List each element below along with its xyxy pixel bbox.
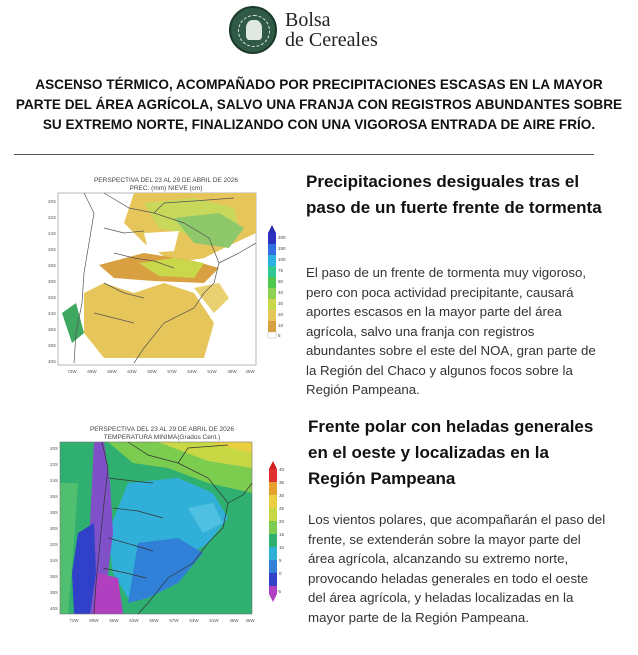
scale-label: 5 bbox=[279, 558, 282, 563]
scale-label: -5 bbox=[277, 589, 282, 594]
scale-label: 150 bbox=[278, 246, 286, 251]
lon-label: 72W bbox=[67, 369, 77, 374]
lat-label: 30S bbox=[49, 526, 58, 531]
brand-name bbox=[285, 10, 378, 50]
lat-label: 36S bbox=[49, 574, 58, 579]
temperature-scale bbox=[269, 461, 285, 602]
lon-label: 45W bbox=[245, 369, 255, 374]
scale-label: 10 bbox=[278, 323, 284, 328]
lat-label: 22S bbox=[47, 215, 56, 220]
lon-label: 60W bbox=[149, 618, 159, 623]
divider bbox=[14, 154, 594, 155]
scale-label: 35 bbox=[279, 480, 285, 485]
scale-label: 30 bbox=[278, 301, 284, 306]
lat-label: 20S bbox=[49, 446, 58, 451]
scale-label: 40 bbox=[279, 467, 285, 472]
lon-label: 63W bbox=[127, 369, 137, 374]
lon-label: 57W bbox=[169, 618, 179, 623]
scale-label: 100 bbox=[278, 257, 286, 262]
lat-label: 38S bbox=[49, 590, 58, 595]
lon-label: 69W bbox=[87, 369, 97, 374]
lon-label: 54W bbox=[187, 369, 197, 374]
map-title-line1: PERSPECTIVA DEL 23 AL 29 DE ABRIL DE 2026 bbox=[89, 426, 235, 433]
brand-logo[interactable] bbox=[229, 6, 378, 54]
lat-label: 30S bbox=[47, 279, 56, 284]
lon-label: 51W bbox=[209, 618, 219, 623]
lon-label: 69W bbox=[89, 618, 99, 623]
lat-label: 28S bbox=[47, 263, 56, 268]
lat-label: 40S bbox=[47, 359, 56, 364]
lat-label: 20S bbox=[47, 199, 56, 204]
brand-name-line2: de Cereales bbox=[285, 29, 378, 51]
scale-label: 10 bbox=[279, 545, 285, 550]
lat-label: 34S bbox=[49, 558, 58, 563]
scale-label: 75 bbox=[278, 268, 284, 273]
lat-label: 38S bbox=[47, 343, 56, 348]
precip-scale bbox=[268, 225, 286, 338]
lat-label: 32S bbox=[47, 295, 56, 300]
brand-name-line1: Bolsa bbox=[285, 9, 331, 31]
section-title-frost: Frente polar con heladas generales en el oeste y localizadas en la Región Pampeana bbox=[308, 417, 594, 488]
lat-label: 28S bbox=[49, 510, 58, 515]
lat-label: 36S bbox=[47, 327, 56, 332]
bolsa-seal-icon bbox=[229, 6, 277, 54]
scale-label: 30 bbox=[279, 493, 285, 498]
lon-axis bbox=[67, 369, 255, 374]
lon-label: 48W bbox=[227, 369, 237, 374]
lat-label: 24S bbox=[49, 478, 58, 483]
lon-label: 60W bbox=[147, 369, 157, 374]
section-body-precipitation: El paso de un frente de tormenta muy vigoroso, pero con poca actividad precipitante, causará aportes escasos en la mayor parte del área agrícola, salvo una franja con registros abundantes sobre el este del NOA, gran parte de la Región del Chaco y algunos focos sobre la Región Pampeana. bbox=[306, 265, 596, 397]
lat-label: 32S bbox=[49, 542, 58, 547]
scale-label: 200 bbox=[278, 235, 286, 240]
map-title-line2: PREC. (mm) NIEVE (cm) bbox=[129, 185, 203, 192]
lon-label: 72W bbox=[69, 618, 79, 623]
scale-label: 20 bbox=[279, 519, 285, 524]
scale-label: 40 bbox=[278, 290, 284, 295]
lon-label: 51W bbox=[207, 369, 217, 374]
lat-label: 40S bbox=[49, 606, 58, 611]
lon-label: 66W bbox=[107, 369, 117, 374]
lat-label: 26S bbox=[49, 494, 58, 499]
lat-label: 24S bbox=[47, 231, 56, 236]
lon-label: 45W bbox=[245, 618, 255, 623]
lon-label: 66W bbox=[109, 618, 119, 623]
section-title-precipitation: Precipitaciones desiguales tras el paso de un fuerte frente de tormenta bbox=[306, 172, 602, 217]
lon-axis bbox=[69, 618, 255, 623]
scale-label: 50 bbox=[278, 279, 284, 284]
lon-label: 57W bbox=[167, 369, 177, 374]
scale-label: 0 bbox=[279, 571, 282, 576]
lon-label: 63W bbox=[129, 618, 139, 623]
lon-label: 54W bbox=[189, 618, 199, 623]
scale-label: 25 bbox=[279, 506, 285, 511]
map-title-line1: PERSPECTIVA DEL 23 AL 29 DE ABRIL DE 2026 bbox=[93, 177, 239, 184]
scale-label: 20 bbox=[278, 312, 284, 317]
temperature-map bbox=[38, 423, 290, 625]
lat-label: 22S bbox=[49, 462, 58, 467]
scale-label: 15 bbox=[279, 532, 285, 537]
scale-label: 5 bbox=[278, 333, 281, 338]
lat-label: 34S bbox=[47, 311, 56, 316]
map-title-line2: TEMPERATURA MINIMA(Grados Cent.) bbox=[103, 434, 221, 441]
lat-label: 26S bbox=[47, 247, 56, 252]
lat-axis bbox=[48, 199, 56, 364]
section-body-frost: Los vientos polares, que acompañarán el paso del frente, se extenderán sobre la mayor parte del área agrícola, alcanzando su extremo norte, provocando heladas generales en todo el oeste del área agrícola, y heladas localizadas en la mayor parte de la Región Pampeana. bbox=[308, 512, 606, 625]
lat-axis bbox=[50, 446, 58, 611]
page-headline: ASCENSO TÉRMICO, ACOMPAÑADO POR PRECIPITACIONES ESCASAS EN LA MAYOR PARTE DEL ÁREA AGRÍCOLA, SALVO UNA FRANJA CON REGISTROS ABUNDANTES SOBRE SU EXTREMO NORTE, FINALIZANDO CON UNA VIGOROSA ENTRADA DE AIRE FRÍO. bbox=[15, 77, 623, 132]
precipitation-map bbox=[44, 173, 289, 378]
lon-label: 48W bbox=[229, 618, 239, 623]
